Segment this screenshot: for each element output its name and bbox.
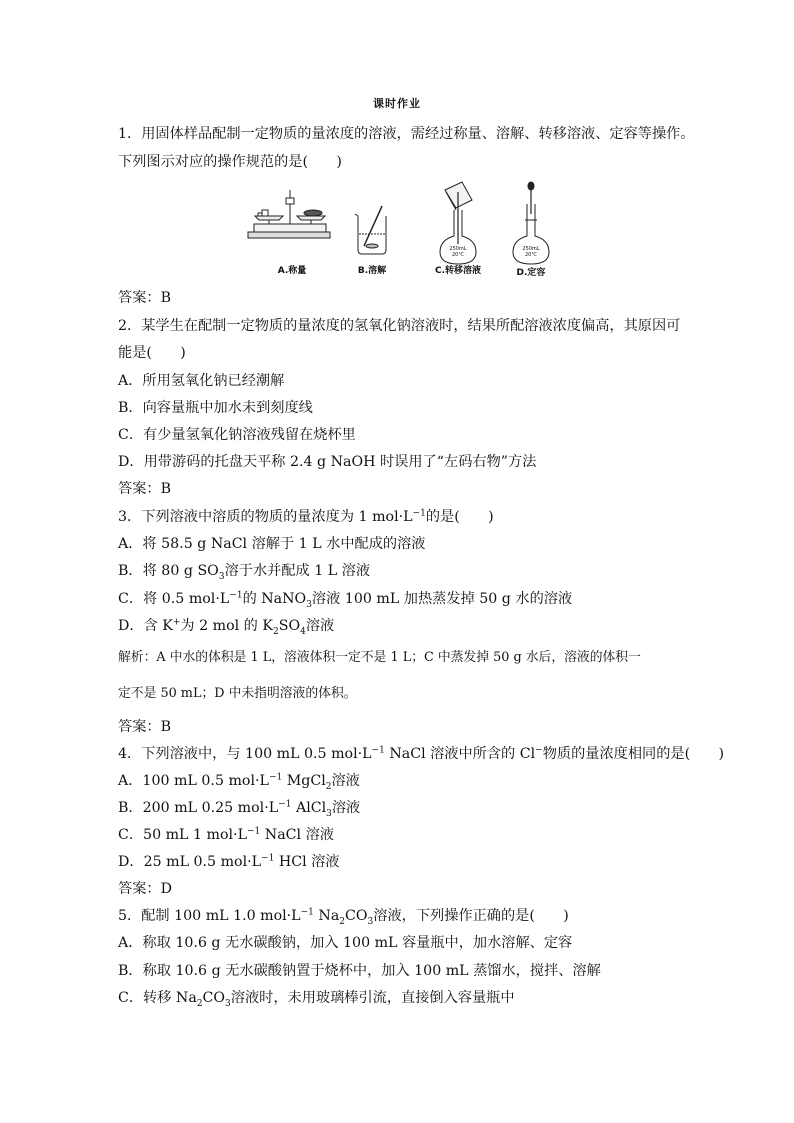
q4-answer: 答案：D [118,881,172,897]
q4-option-a: A．100 mL 0.5 $mol\cdot L^{-1}$ MgCl$_2$溶液 [118,772,360,792]
caption-c: C.转移溶液 [434,266,482,276]
q3-stem: 3．下列溶液中溶质的物质的量浓度为 1 $mol\cdot L^{-1}$的是( ) [118,508,494,525]
caption-d: D.定容 [516,268,546,278]
lab-operations-figure [240,180,560,280]
q2-option-b: B．向容量瓶中加水未到刻度线 [118,400,313,416]
caption-a: A.称量 [277,266,307,276]
q2-option-d: D．用带游码的托盘天平称 2.4 g NaOH 时误用了“左码右物”方法 [118,454,537,470]
beaker-illustration [355,206,386,254]
q4-option-d: D．25 mL 0.5 $mol\cdot L^{-1}$ HCl 溶液 [118,853,340,870]
q1-answer: 答案：B [118,290,171,306]
q3-analysis-line1: 解析：A 中水的体积是 1 L，溶液体积一定不是 1 L；C 中蒸发掉 50 g 水后，溶液的体积一 [118,650,641,665]
q5-option-b: B．称取 10.6 g 无水碳酸钠置于烧杯中，加入 100 mL 蒸馏水，搅拌、溶解 [118,963,601,979]
flask-c-temp: 20℃ [452,252,464,258]
q2-option-c: C．有少量氢氧化钠溶液残留在烧杯里 [118,427,356,443]
q3-option-d: D．含 K+为 2 mol 的 $K_2SO_4$溶液 [118,617,335,637]
flask-d-temp: 20℃ [525,252,537,258]
q1-stem-line2: 下列图示对应的操作规范的是( ) [118,154,342,170]
q2-stem-line1: 2．某学生在配制一定物质的量浓度的氢氧化钠溶液时，结果所配溶液浓度偏高，其原因可 [118,318,681,334]
q4-option-c: C．50 mL 1 $mol\cdot L^{-1}$ NaCl 溶液 [118,826,334,843]
page-title: 课时作业 [373,97,421,110]
q3-answer: 答案：B [118,719,171,735]
q1-stem-line1: 1．用固体样品配制一定物质的量浓度的溶液，需经过称量、溶解、转移溶液、定容等操作。 [118,126,695,142]
q3-option-b: B．将 80 g $SO_3$溶于水并配成 1 L 溶液 [118,563,371,582]
q2-stem-line2: 能是( ) [118,345,186,361]
q3-option-a: A．将 58.5 g NaCl 溶解于 1 L 水中配成的溶液 [118,536,426,552]
q5-stem: 5．配制 100 mL 1.0 $mol\cdot L^{-1}$ $Na_2CO_3$溶液，下列操作正确的是( ) [118,907,569,927]
q5-option-a: A．称取 10.6 g 无水碳酸钠，加入 100 mL 容量瓶中，加水溶解、定容 [118,935,573,951]
caption-b: B.溶解 [357,266,387,276]
q3-analysis-line2: 定不是 50 mL；D 中未指明溶液的体积。 [118,686,357,701]
q4-option-b: B．200 mL 0.25 $mol\cdot L^{-1}$ AlCl$_3$溶液 [118,799,361,819]
q2-option-a: A．所用氢氧化钠已经潮解 [118,373,285,389]
flask-c-volume: 250mL [449,246,467,252]
flask-d-volume: 250mL [522,246,540,252]
balance-illustration [248,190,330,238]
q4-stem: 4．下列溶液中，与 100 mL 0.5 $mol\cdot L^{-1}$ NaCl 溶液中所含的 Cl−物质的量浓度相同的是( ) [118,745,725,762]
q2-answer: 答案：B [118,481,171,497]
q5-option-c: C．转移 $Na_2CO_3$溶液时，未用玻璃棒引流，直接倒入容量瓶中 [118,990,515,1009]
q3-option-c: C．将 0.5 $mol\cdot L^{-1}$的 NaNO$_3$溶液 100 mL 加热蒸发掉 50 g 水的溶液 [118,590,573,610]
